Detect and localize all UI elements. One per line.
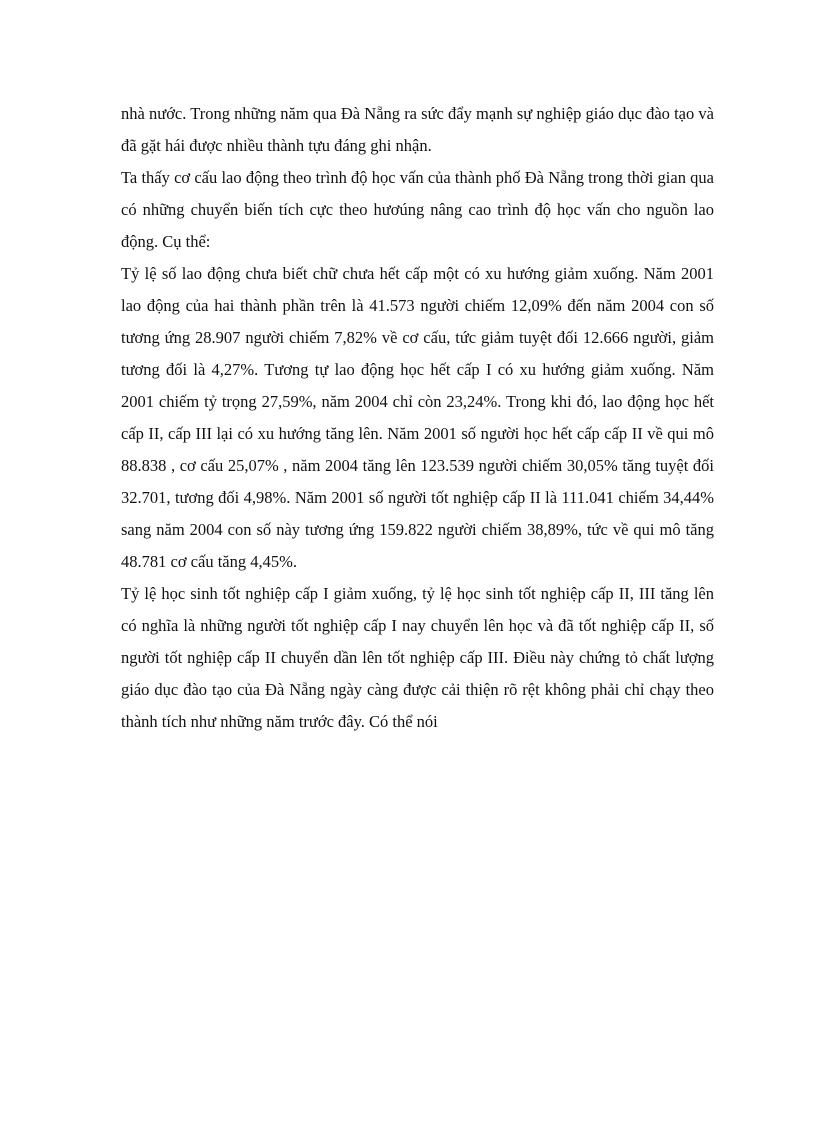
document-page <box>121 98 714 738</box>
paragraph-2: Ta thấy cơ cấu lao động theo trình độ học vấn của thành phố Đà Nẵng trong thời gian qua có những chuyển biến tích cực theo hươúng nâng cao trình độ học vấn cho nguồn lao động. Cụ thể: <box>121 168 714 251</box>
paragraph-4: Tỷ lệ học sinh tốt nghiệp cấp I giảm xuống, tỷ lệ học sinh tốt nghiệp cấp II, III tăng lên có nghĩa là những người tốt nghiệp cấp I nay chuyển lên học và đã tốt nghiệp cấp II, số người tốt nghiệp cấp II chuyển dần lên tốt nghiệp cấp III. Điều này chứng tỏ chất lượng giáo dục đào tạo của Đà Nẵng ngày càng được cải thiện rõ rệt không phải chỉ chạy theo thành tích như những năm trước đây. Có thể nói <box>121 584 714 731</box>
paragraph-1: nhà nước. Trong những năm qua Đà Nẵng ra sức đẩy mạnh sự nghiệp giáo dục đào tạo và đã gặt hái được nhiều thành tựu đáng ghi nhận. <box>121 104 714 155</box>
paragraph-3: Tỷ lệ số lao động chưa biết chữ chưa hết cấp một có xu hướng giảm xuống. Năm 2001 lao động của hai thành phần trên là 41.573 người chiếm 12,09% đến năm 2004 con số tương ứng 28.907 người chiếm 7,82% về cơ cấu, tức giảm tuyệt đối 12.666 người, giảm tương đối là 4,27%. Tương tự lao động học hết cấp I có xu hướng giảm xuống. Năm 2001 chiếm tỷ trọng 27,59%, năm 2004 chỉ còn 23,24%. Trong khi đó, lao động học hết cấp II, cấp III lại có xu hướng tăng lên. Năm 2001 số người học hết cấp cấp II về qui mô 88.838 , cơ cấu 25,07% , năm 2004 tăng lên 123.539 người chiếm 30,05% tăng tuyệt đối 32.701, tương đối 4,98%. Năm 2001 số người tốt nghiệp cấp II là 111.041 chiếm 34,44% sang năm 2004 con số này tương ứng 159.822 người chiếm 38,89%, tức về qui mô tăng 48.781 cơ cấu tăng 4,45%. <box>121 264 714 571</box>
